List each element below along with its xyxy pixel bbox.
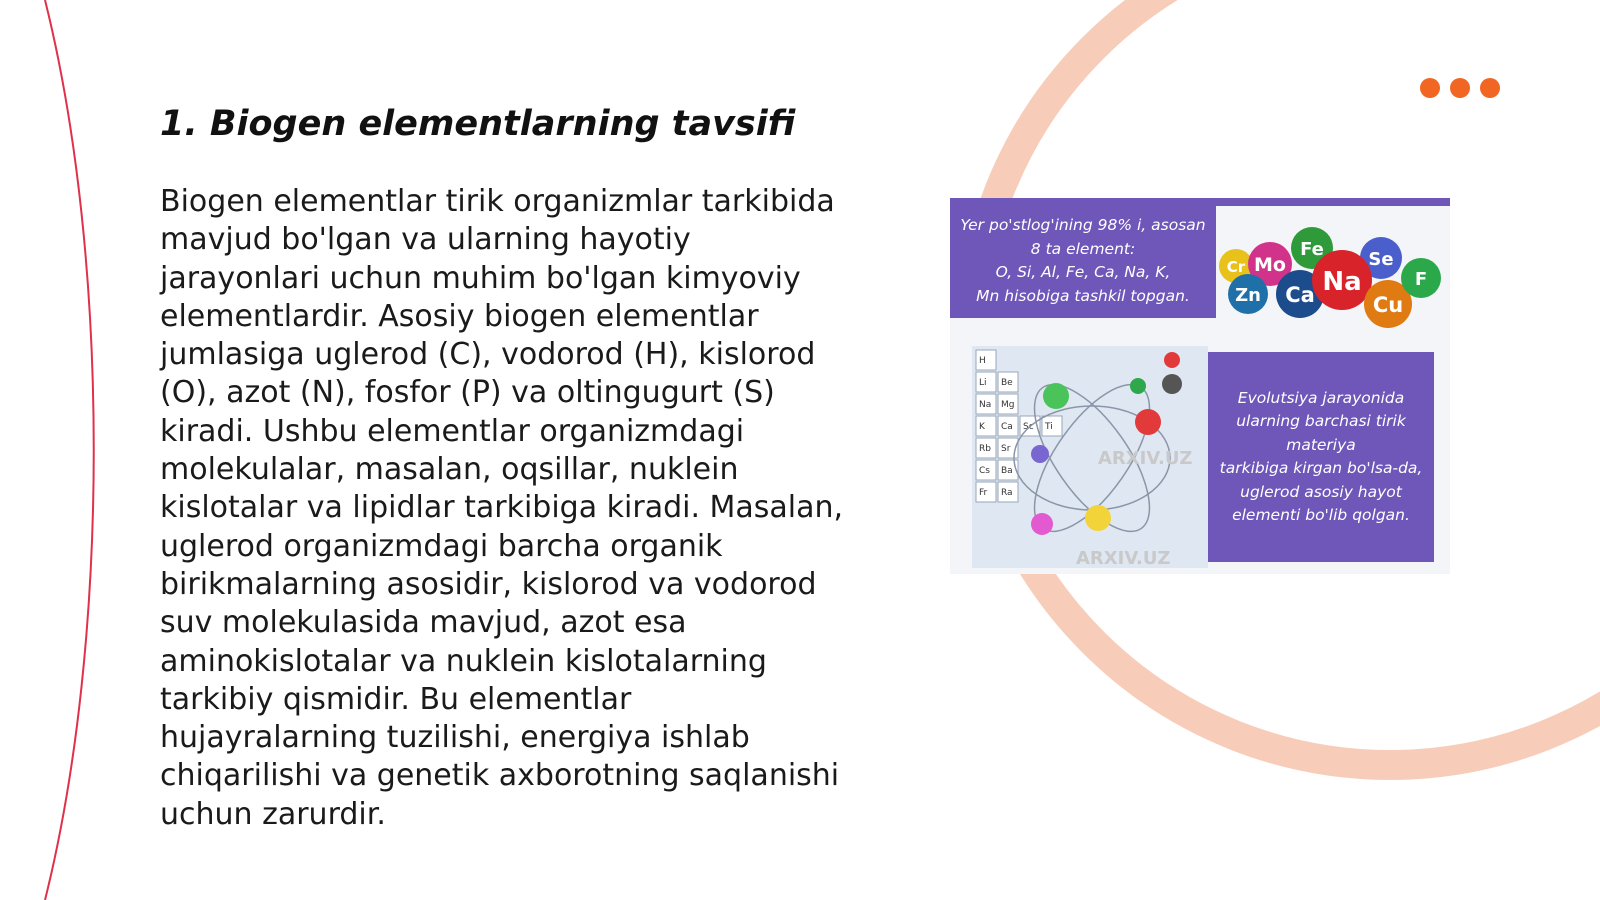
orbit-ball xyxy=(1135,409,1161,435)
caption-line: 8 ta element: xyxy=(1030,239,1136,258)
table-cell-label: Na xyxy=(979,400,992,410)
orbit-ball xyxy=(1043,383,1069,409)
table-cell-label: Ti xyxy=(1045,422,1053,432)
table-cell-label: Cs xyxy=(979,466,990,476)
table-cell-label: Rb xyxy=(979,444,991,454)
caption-line: uglerod asosiy hayot xyxy=(1240,482,1402,501)
caption-line: materiya xyxy=(1286,435,1356,454)
table-cell-label: Sr xyxy=(1001,444,1011,454)
dot-icon xyxy=(1480,78,1500,98)
orbit-ball xyxy=(1085,505,1111,531)
orbit-ball xyxy=(1031,445,1049,463)
evolution-caption xyxy=(1208,352,1434,562)
slide-title: 1. Biogen elementlarning tavsifi xyxy=(160,104,796,144)
left-red-curve xyxy=(45,0,94,900)
table-cell-label: K xyxy=(979,422,985,432)
table-cell-label: Mg xyxy=(1001,400,1015,410)
caption-line: O, Si, Al, Fe, Ca, Na, K, xyxy=(995,263,1171,281)
caption-line: tarkibiga kirgan bo'lsa-da, xyxy=(1219,459,1423,477)
orbit-ball xyxy=(1164,352,1180,368)
table-cell-label: Ba xyxy=(1001,466,1013,476)
element-ball-label: Zn xyxy=(1235,285,1261,306)
slide-body-text: Biogen elementlar tirik organizmlar tarkibida mavjud bo'lgan va ularning hayotiy jarayonlari uchun muhim bo'lgan kimyoviy elementlardir. Asosiy biogen elementlar jumlasiga uglerod (C), vodorod (H), kislorod (O), azot (N), fosfor (P) va oltingugurt (S) kiradi. Ushbu elementlar organizmdagi molekulalar, masalan, oqsillar, nuklein kislotalar va lipidlar tarkibiga kiradi. Masalan, uglerod organizmdagi barcha organik birikmalarning asosidir, kislorod va vodorod suv molekulasida mavjud, azot esa aminokislotalar va nuklein kislotalarning tarkibiy qismidir. Bu elementlar hujayralarning tuzilishi, energiya ishlab chiqarilishi va genetik axborotning saqlanishi uchun zarurdir. xyxy=(160,184,844,832)
element-ball-label: Cu xyxy=(1372,293,1404,317)
menu-dots[interactable] xyxy=(1420,78,1500,98)
orbit-ball xyxy=(1130,378,1146,394)
watermark-text: ARXIV.UZ xyxy=(1076,548,1171,568)
periodic-table-illustration xyxy=(972,346,1208,568)
element-balls-illustration xyxy=(1216,208,1450,332)
dot-icon xyxy=(1450,78,1470,98)
caption-line: elementi bo'lib qolgan. xyxy=(1232,506,1410,524)
element-ball-label: Na xyxy=(1322,267,1362,297)
table-cell-label: H xyxy=(979,356,986,366)
caption-line: ularning barchasi tirik xyxy=(1236,412,1406,430)
caption-line: Evolutsiya jarayonida xyxy=(1237,388,1405,407)
table-cell-label: Ca xyxy=(1001,422,1013,432)
biogen-elements-figure xyxy=(950,198,1450,574)
table-cell-label: Be xyxy=(1001,378,1013,388)
orbit-ball xyxy=(1162,374,1182,394)
element-ball-label: Se xyxy=(1368,249,1394,270)
table-cell-label: Fr xyxy=(979,488,988,498)
watermark-text: ARXIV.UZ xyxy=(1098,448,1193,469)
element-ball-label: Mo xyxy=(1254,254,1286,276)
earth-crust-caption xyxy=(950,204,1216,318)
dot-icon xyxy=(1420,78,1440,98)
table-cell-label: Ra xyxy=(1001,488,1013,498)
element-ball-label: F xyxy=(1414,269,1428,290)
table-cell-label: Sc xyxy=(1023,422,1034,432)
caption-line: Mn hisobiga tashkil topgan. xyxy=(976,286,1190,305)
orbit-ball xyxy=(1031,513,1053,535)
caption-line: Yer po'stlog'ining 98% i, asosan xyxy=(960,216,1206,234)
table-cell-label: Li xyxy=(979,378,987,388)
element-ball-label: Cr xyxy=(1226,258,1246,276)
element-ball-label: Ca xyxy=(1285,283,1315,307)
element-ball-label: Fe xyxy=(1300,239,1324,260)
